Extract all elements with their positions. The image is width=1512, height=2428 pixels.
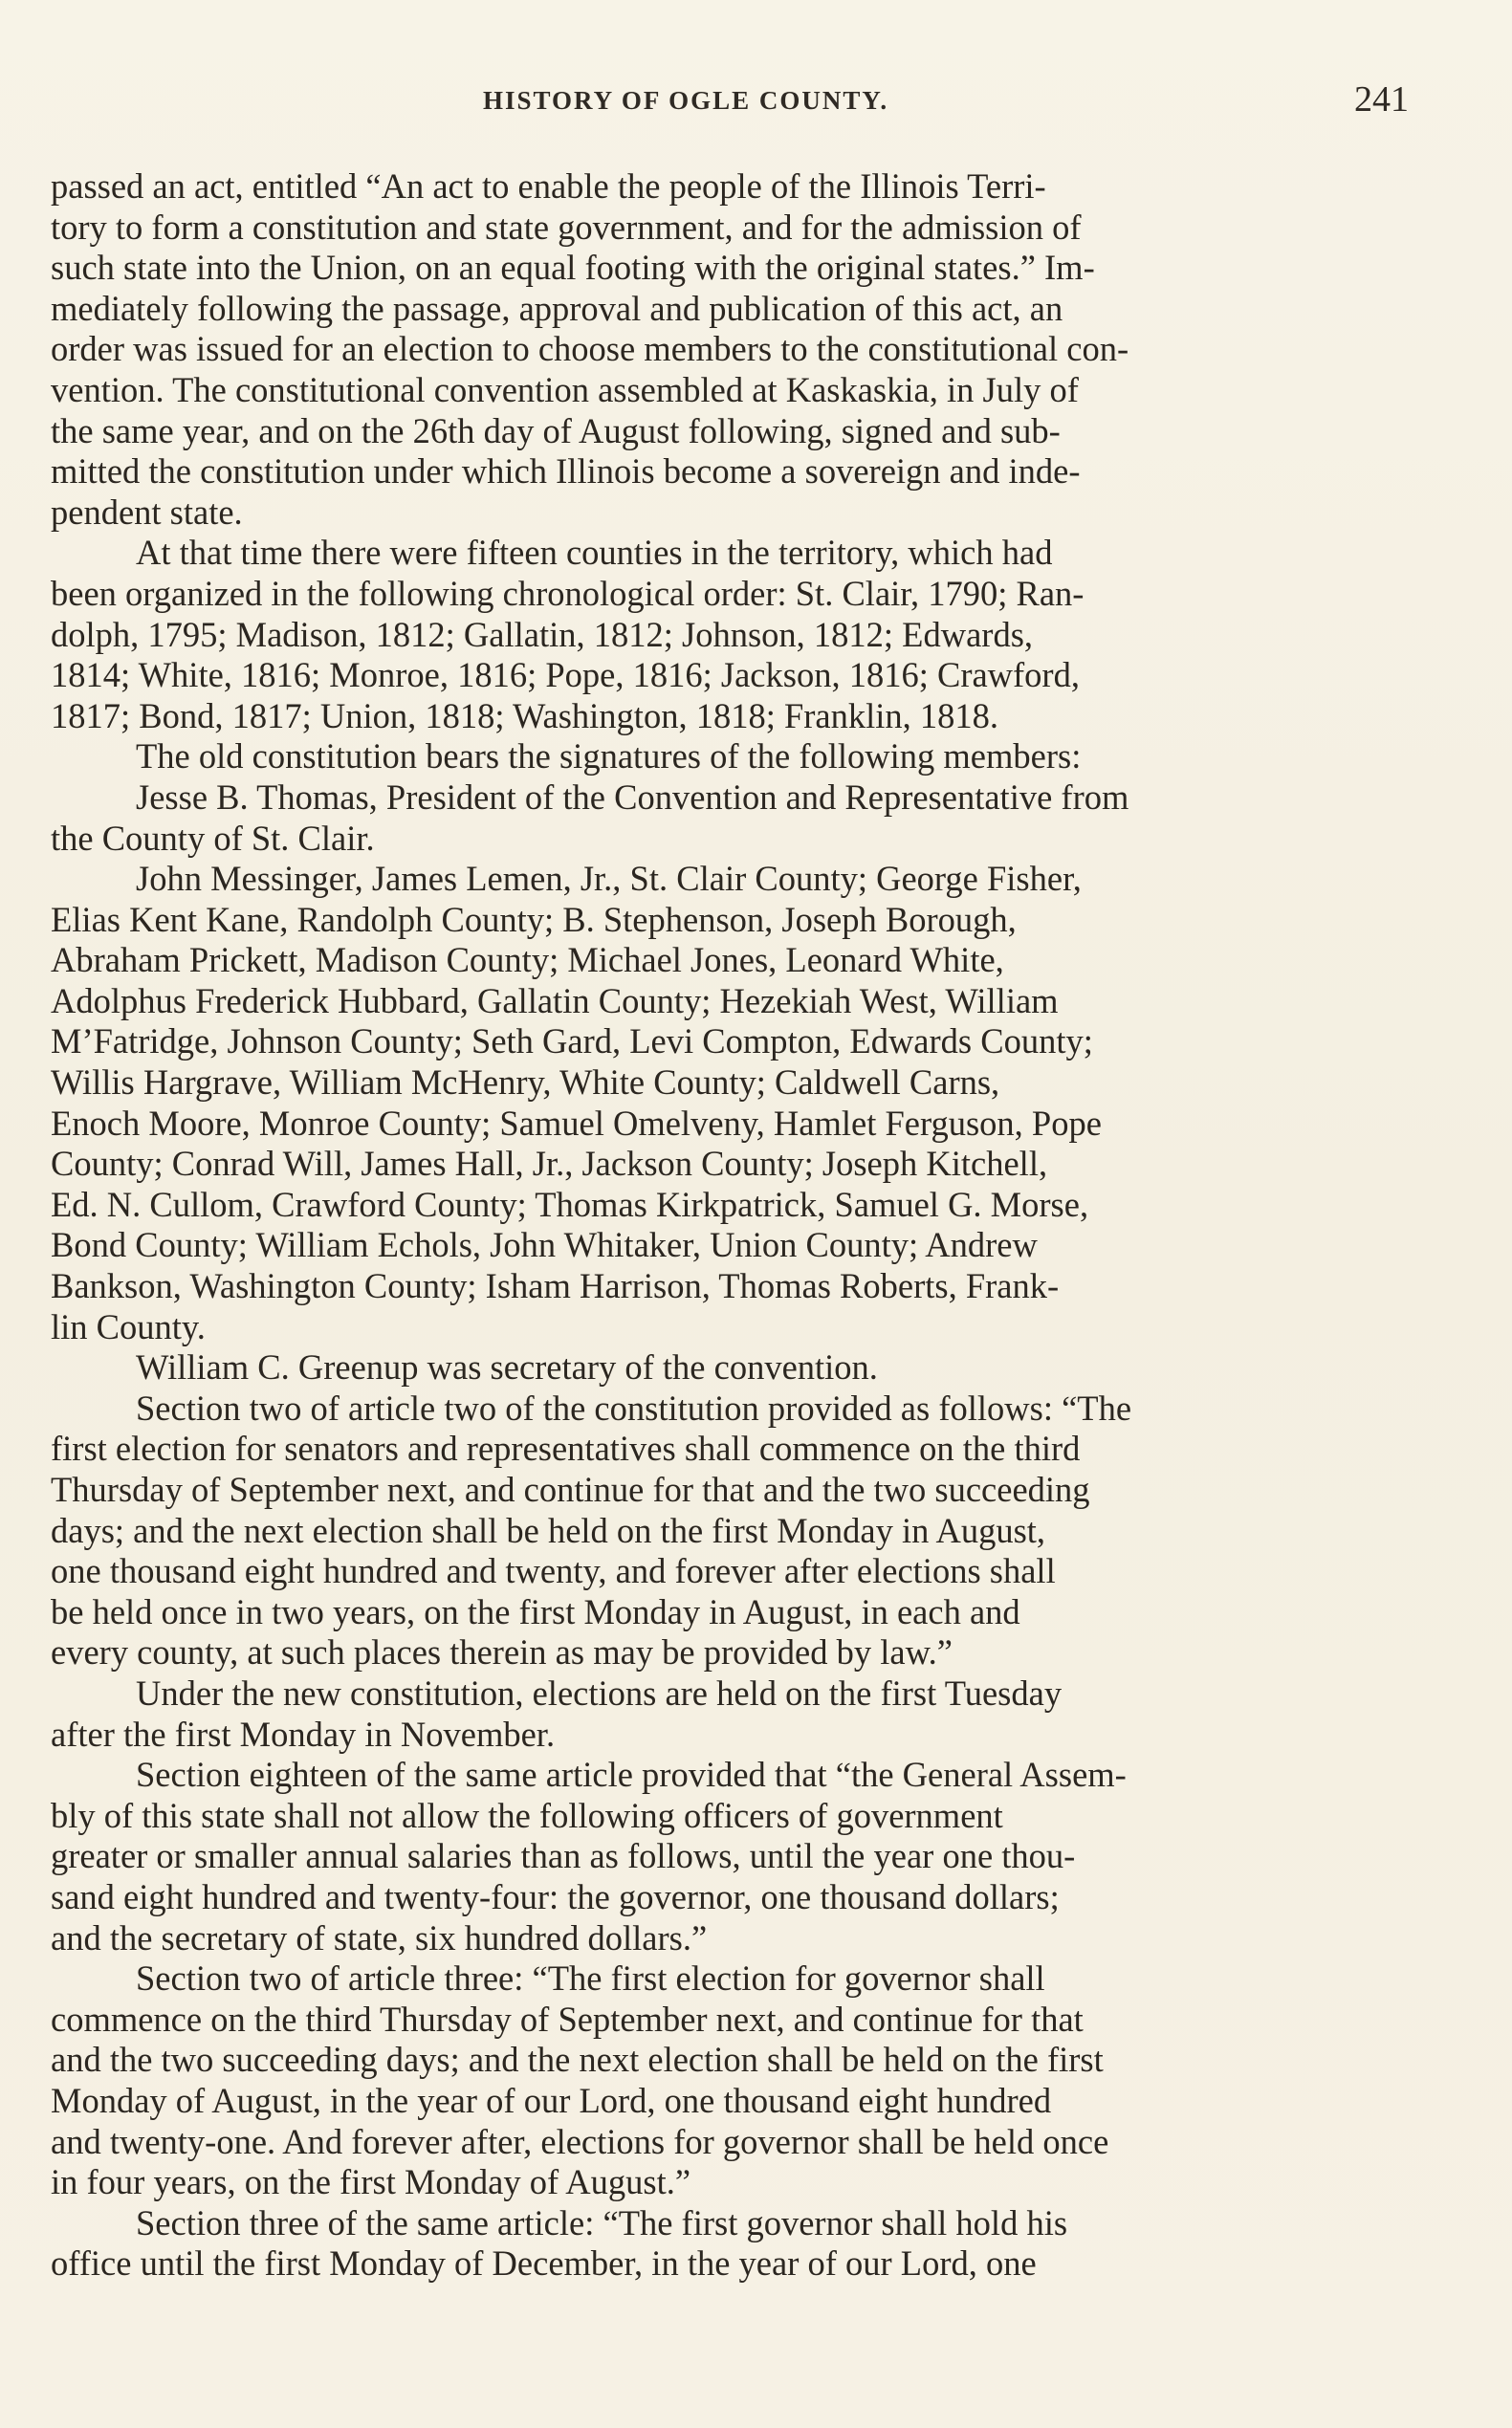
text-line: the County of St. Clair. [51, 818, 375, 858]
text-line: mediately following the passage, approval and publication of this act, an [51, 288, 1063, 328]
text-line: dolph, 1795; Madison, 1812; Gallatin, 1812; Johnson, 1812; Edwards, [51, 614, 1034, 654]
paragraph-start-line: Section two of article two of the constitution provided as follows: “The [136, 1388, 1132, 1428]
text-line: after the first Monday in November. [51, 1714, 556, 1754]
text-line: lin County. [51, 1306, 206, 1346]
text-line: 1817; Bond, 1817; Union, 1818; Washington, 1818; Franklin, 1818. [51, 695, 999, 735]
text-line: greater or smaller annual salaries than as follows, until the year one thou- [51, 1836, 1076, 1876]
text-line: and the secretary of state, six hundred dollars.” [51, 1917, 708, 1958]
text-line: passed an act, entitled “An act to enable the people of the Illinois Terri- [51, 166, 1046, 206]
text-line: Enoch Moore, Monroe County; Samuel Omelveny, Hamlet Ferguson, Pope [51, 1103, 1102, 1143]
text-line: Thursday of September next, and continue for that and the two succeeding [51, 1470, 1090, 1509]
text-line: and twenty-one. And forever after, elections for governor shall be held once [51, 2121, 1109, 2161]
text-line: days; and the next election shall be held on the first Monday in August, [51, 1510, 1046, 1550]
text-line: been organized in the following chronological order: St. Clair, 1790; Ran- [51, 573, 1085, 613]
text-line: commence on the third Thursday of September next, and continue for that [51, 1999, 1084, 2039]
text-line: be held once in two years, on the first Monday in August, in each and [51, 1591, 1020, 1631]
text-line: one thousand eight hundred and twenty, and forever after elections shall [51, 1551, 1056, 1591]
text-line: in four years, on the first Monday of August.” [51, 2162, 691, 2202]
text-line: Abraham Prickett, Madison County; Michael Jones, Leonard White, [51, 940, 1004, 980]
text-line: such state into the Union, on an equal footing with the original states.” Im- [51, 248, 1095, 288]
text-line: vention. The constitutional convention assembled at Kaskaskia, in July of [51, 369, 1079, 409]
text-line: Bond County; William Echols, John Whitaker, Union County; Andrew [51, 1225, 1038, 1265]
paragraph-start-line: Under the new constitution, elections are held on the first Tuesday [136, 1673, 1063, 1713]
text-line: every county, at such places therein as may be provided by law.” [51, 1632, 953, 1673]
text-line: Monday of August, in the year of our Lord, one thousand eight hundred [51, 2080, 1052, 2120]
text-line: Ed. N. Cullom, Crawford County; Thomas Kirkpatrick, Samuel G. Morse, [51, 1184, 1089, 1224]
running-title: HISTORY OF OGLE COUNTY. [483, 86, 889, 115]
text-line: first election for senators and representatives shall commence on the third [51, 1429, 1081, 1469]
page-number: 241 [1354, 79, 1409, 120]
paragraph-start-line: Section eighteen of the same article provided that “the General Assem- [136, 1755, 1127, 1795]
text-line: Adolphus Frederick Hubbard, Gallatin County; Hezekiah West, William [51, 980, 1059, 1020]
text-line: Bankson, Washington County; Isham Harrison, Thomas Roberts, Frank- [51, 1266, 1060, 1306]
text-line: Elias Kent Kane, Randolph County; B. Stephenson, Joseph Borough, [51, 899, 1017, 939]
text-line: 1814; White, 1816; Monroe, 1816; Pope, 1816; Jackson, 1816; Crawford, [51, 655, 1080, 695]
paragraph-start-line: Section two of article three: “The first election for governor shall [136, 1958, 1045, 1999]
text-line: mitted the constitution under which Illinois become a sovereign and inde- [51, 451, 1081, 492]
paragraph-start-line: John Messinger, James Lemen, Jr., St. Clair County; George Fisher, [136, 859, 1082, 899]
running-header [57, 77, 1409, 124]
body-text [51, 166, 1411, 2285]
text-line: Willis Hargrave, William McHenry, White County; Caldwell Carns, [51, 1062, 1000, 1103]
paragraph-start-line: At that time there were fifteen counties in the territory, which had [136, 533, 1053, 573]
paragraph-start-line: William C. Greenup was secretary of the convention. [136, 1347, 878, 1388]
text-line: office until the first Monday of December, in the year of our Lord, one [51, 2243, 1037, 2284]
text-line: County; Conrad Will, James Hall, Jr., Jackson County; Joseph Kitchell, [51, 1144, 1048, 1184]
paragraph-start-line: Jesse B. Thomas, President of the Convention and Representative from [136, 777, 1129, 817]
text-line: the same year, and on the 26th day of August following, signed and sub- [51, 410, 1061, 450]
text-line: tory to form a constitution and state government, and for the admission of [51, 207, 1082, 247]
paragraph-start-line: The old constitution bears the signatures of the following members: [136, 736, 1082, 777]
text-line: M’Fatridge, Johnson County; Seth Gard, Levi Compton, Edwards County; [51, 1021, 1093, 1061]
text-line: bly of this state shall not allow the following officers of government [51, 1795, 1003, 1835]
text-line: order was issued for an election to choose members to the constitutional con- [51, 329, 1129, 369]
paragraph-start-line: Section three of the same article: “The first governor shall hold his [136, 2202, 1068, 2242]
text-line: sand eight hundred and twenty-four: the governor, one thousand dollars; [51, 1876, 1060, 1916]
text-line: and the two succeeding days; and the next election shall be held on the first [51, 2040, 1104, 2080]
text-line: pendent state. [51, 492, 243, 532]
